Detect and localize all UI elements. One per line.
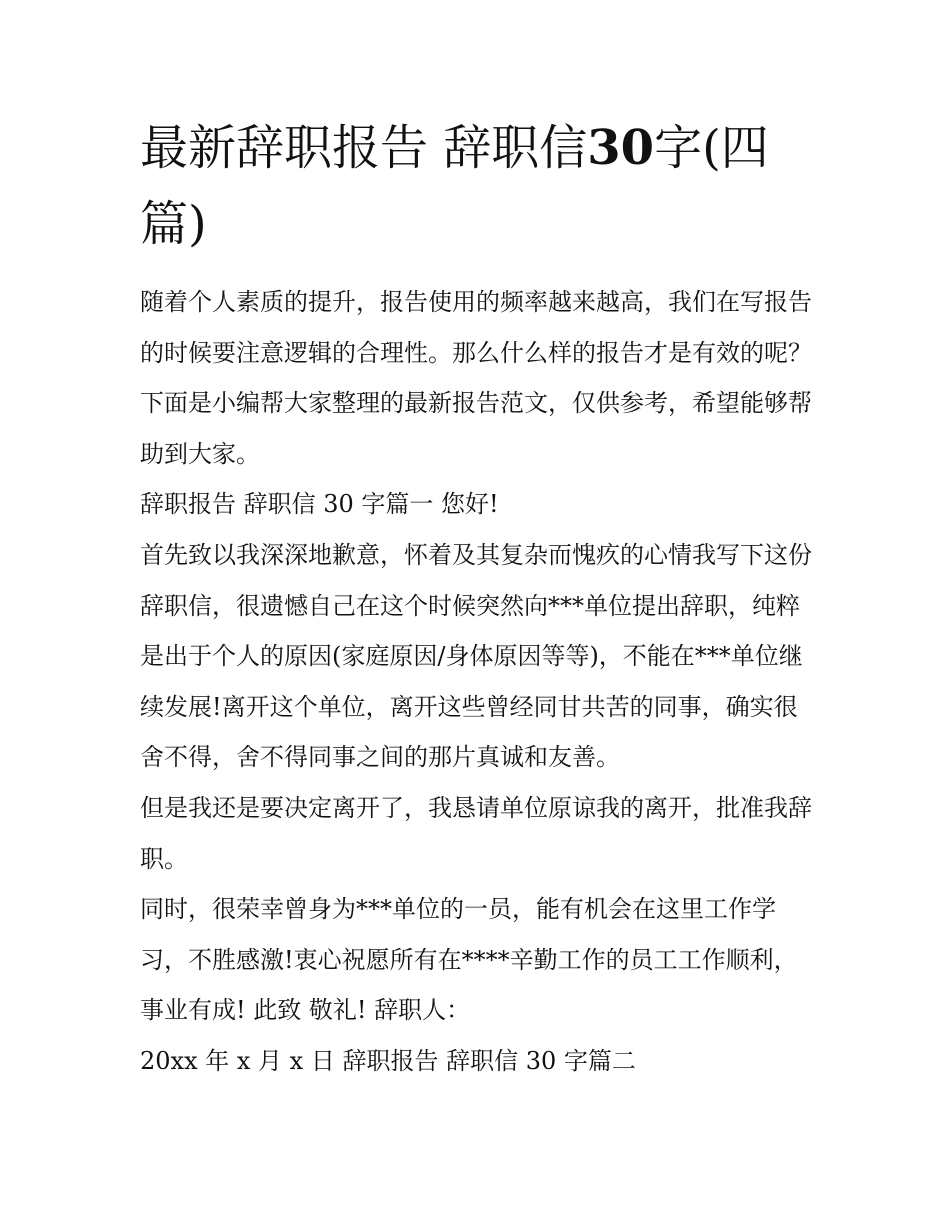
body-paragraph: 首先致以我深深地歉意，怀着及其复杂而愧疚的心情我写下这份辞职信，很遗憾自己在这个时候突然向***单位提出辞职，纯粹是出于个人的原因(家庭原因/身体原因等等)，不能在***单位继续发展!离开这个单位，离开这些曾经同甘共苦的同事，确实很舍不得，舍不得同事之间的那片真诚和友善。 bbox=[140, 540, 812, 772]
document-title bbox=[140, 110, 820, 262]
title-number: 30 bbox=[587, 120, 655, 176]
section-one-heading: 辞职报告 辞职信 30 字篇一 您好! bbox=[140, 490, 499, 519]
title-part-1: 最新辞职报告 辞职信 bbox=[140, 120, 588, 176]
intro-paragraph: 随着个人素质的提升，报告使用的频率越来越高，我们在写报告的时候要注意逻辑的合理性。那么什么样的报告才是有效的呢？下面是小编帮大家整理的最新报告范文，仅供参考，希望能够帮助到大家。 bbox=[140, 288, 812, 468]
body-paragraph: 但是我还是要决定离开了，我恳请单位原谅我的离开，批准我辞职。 bbox=[140, 793, 812, 873]
section-two-heading: 20xx 年 x 月 x 日 辞职报告 辞职信 30 字篇二 bbox=[140, 1046, 636, 1075]
document-body bbox=[140, 277, 815, 1087]
body-paragraph: 同时，很荣幸曾身为***单位的一员，能有机会在这里工作学习，不胜感激!衷心祝愿所有在****辛勤工作的员工工作顺利，事业有成! 此致 敬礼! 辞职人： bbox=[140, 895, 798, 1025]
title-part-2: 字(四篇) bbox=[140, 120, 769, 252]
